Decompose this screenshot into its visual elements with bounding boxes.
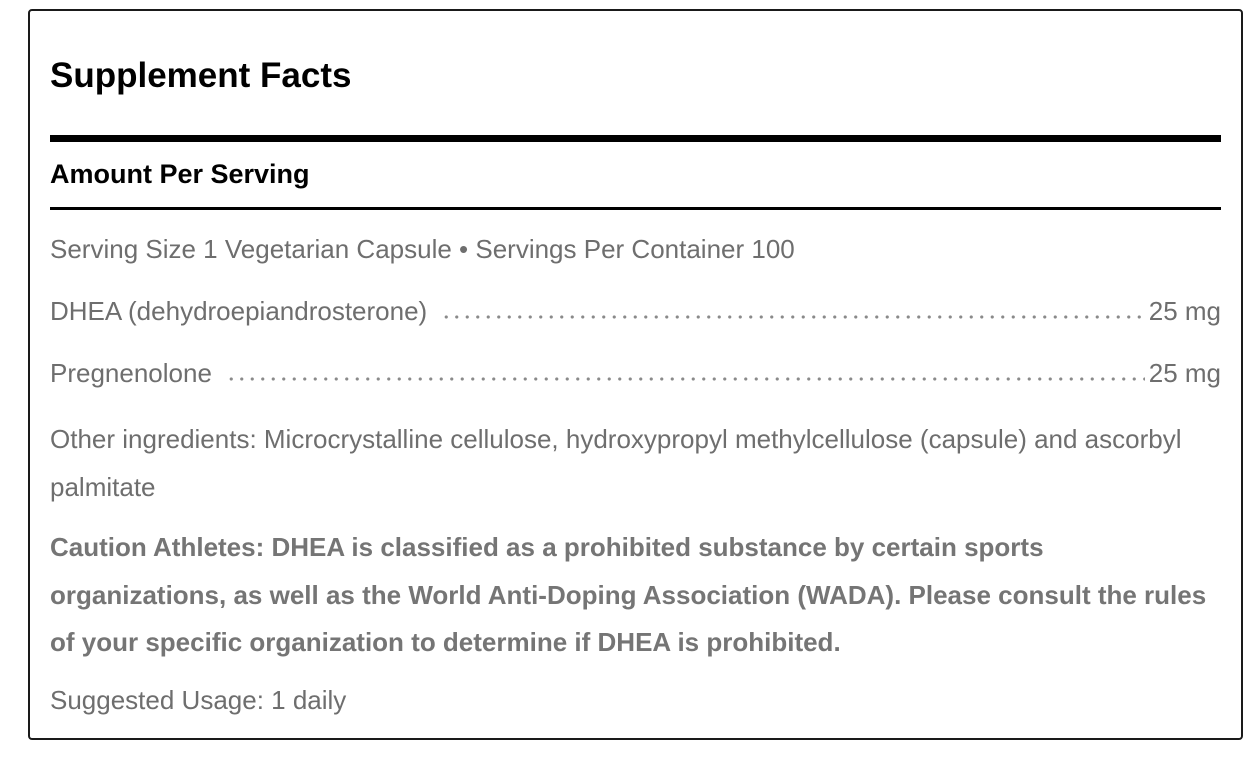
supplement-facts-panel xyxy=(28,9,1243,740)
ingredient-amount: 25 mg xyxy=(1148,296,1221,326)
dot-leader xyxy=(441,314,1145,320)
ingredient-row xyxy=(50,296,1221,326)
dot-leader xyxy=(226,376,1145,382)
thin-divider xyxy=(50,207,1221,210)
serving-info: Serving Size 1 Vegetarian Capsule • Servings Per Container 100 xyxy=(50,234,795,264)
other-ingredients: Other ingredients: Microcrystalline cellulose, hydroxypropyl methylcellulose (capsule) and ascorbyl palmitate xyxy=(50,424,1182,502)
ingredient-name: Pregnenolone xyxy=(50,358,212,388)
ingredient-name: DHEA (dehydroepiandrosterone) xyxy=(50,296,428,326)
caution-notice: Caution Athletes: DHEA is classified as a prohibited substance by certain sports organizations, as well as the World Anti-Doping Association (WADA). Please consult the rules of your specific organization to determine if DHEA is prohibited. xyxy=(50,532,1207,657)
panel-title: Supplement Facts xyxy=(50,56,352,95)
thick-divider xyxy=(50,135,1221,142)
amount-per-serving-heading: Amount Per Serving xyxy=(50,159,310,189)
ingredient-amount: 25 mg xyxy=(1148,358,1221,388)
suggested-usage: Suggested Usage: 1 daily xyxy=(50,685,347,715)
ingredient-row xyxy=(50,358,1221,388)
